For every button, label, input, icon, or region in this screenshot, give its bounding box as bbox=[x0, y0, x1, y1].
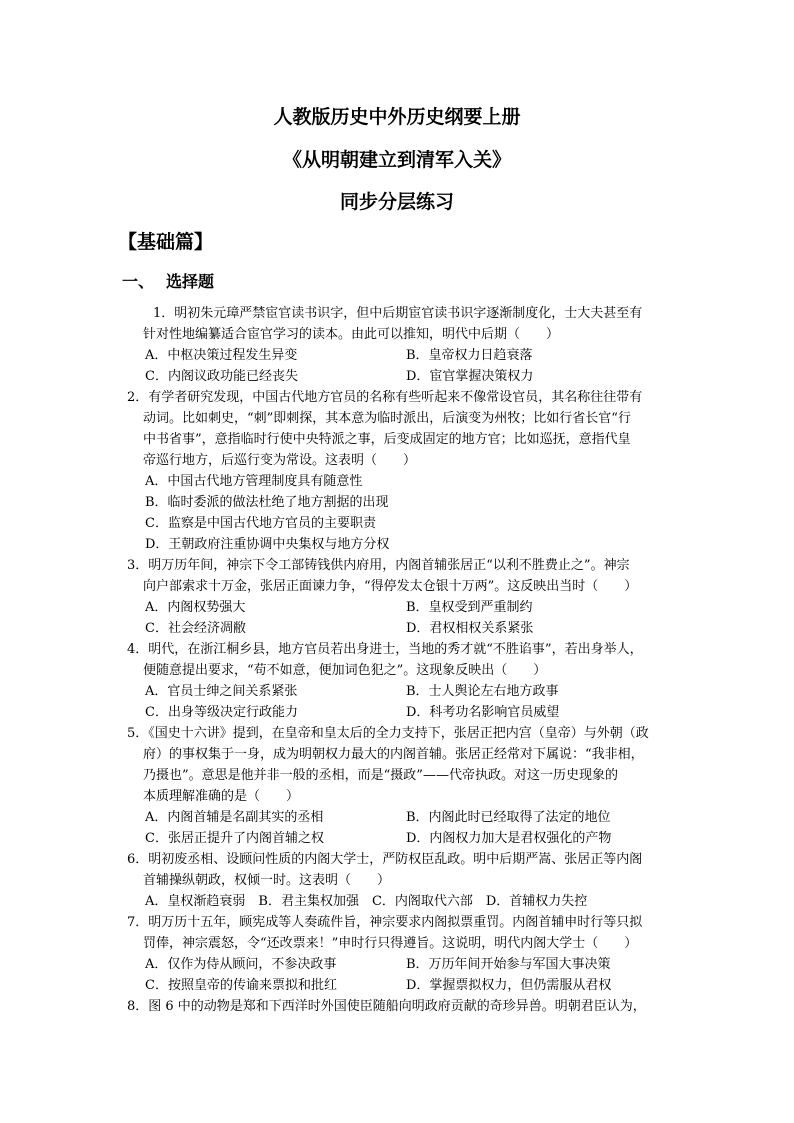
part-number: 一、 bbox=[122, 272, 155, 291]
document-subtitle-exercise: 同步分层练习 bbox=[339, 191, 454, 213]
option-row bbox=[127, 681, 687, 702]
option-d: D．内阁权力加大是君权强化的产物 bbox=[406, 831, 612, 846]
question-line: 4．明代，在浙江桐乡县，地方官员若出身进士，当地的秀才就“不胜谄事”，若出身举人， bbox=[127, 642, 643, 657]
option-d: D．科考功名影响官员威望 bbox=[406, 705, 560, 720]
question-6 bbox=[127, 849, 687, 912]
question-line: 便随意提出要求，“苟不如意，便加词色犯之”。这现象反映出（ ） bbox=[143, 663, 547, 678]
option-row bbox=[127, 954, 687, 975]
option-c: C．社会经济凋敝 bbox=[145, 621, 246, 636]
option-a: A．内阁权势强大 bbox=[145, 600, 246, 615]
question-line: 8．图 6 中的动物是郑和下西洋时外国使臣随船向明政府贡献的奇珍异兽。明朝君臣认为， bbox=[127, 999, 646, 1014]
option-b: B．内阁此时已经取得了法定的地位 bbox=[406, 810, 611, 825]
option-a: A．中国古代地方管理制度具有随意性 bbox=[145, 474, 363, 489]
option-d: D．宦官掌握决策权力 bbox=[406, 369, 534, 384]
question-line: 3．明万历年间，神宗下令工部铸钱供内府用，内阁首辅张居正“以利不胜费止之”。神宗 bbox=[127, 558, 630, 573]
question-1 bbox=[127, 303, 687, 387]
option-b: B．临时委派的做法杜绝了地方割据的出现 bbox=[145, 495, 389, 510]
option-a: A．官员士绅之间关系紧张 bbox=[145, 684, 298, 699]
option-b: B．万历年间开始参与军国大事决策 bbox=[406, 957, 611, 972]
option-c: C．内阁议政功能已经丧失 bbox=[145, 369, 298, 384]
option-row bbox=[127, 828, 687, 849]
option-row bbox=[127, 975, 687, 996]
question-3 bbox=[127, 555, 687, 639]
option-row-inline: A．皇权渐趋衰弱 B．君主集权加强 C．内阁取代六部 D．首辅权力失控 bbox=[145, 894, 588, 909]
question-2 bbox=[127, 387, 687, 555]
option-d: D．王朝政府注重协调中央集权与地方分权 bbox=[145, 537, 390, 552]
question-line: 中书省事”，意指临时行使中央特派之事，后变成固定的地方官；比如巡抚，意指代皇 bbox=[143, 432, 631, 447]
question-5 bbox=[127, 723, 687, 849]
question-line: 向户部索求十万金，张居正面谏力争，“得停发太仓银十万两”。这反映出当时（ ） bbox=[143, 579, 638, 594]
section-heading: 【基础篇】 bbox=[118, 231, 214, 253]
question-line: 7．明万历十五年，顾宪成等人奏疏件旨，神宗要求内阁拟票重罚。内阁首辅申时行等只拟 bbox=[127, 915, 643, 930]
question-line: 首辅操纵朝政，权倾一时。这表明（ ） bbox=[143, 873, 391, 888]
question-8 bbox=[127, 996, 687, 1017]
option-row bbox=[127, 807, 687, 828]
option-row bbox=[127, 366, 687, 387]
question-line: 针对性地编纂适合宦官学习的读本。由此可以推知，明代中后期（ ） bbox=[143, 327, 560, 342]
question-line: 1．明初朱元璋严禁宦官读书识字，但中后期宦官读书识字逐渐制度化，士大夫甚至有 bbox=[153, 306, 643, 321]
question-line: 府）的事权集于一身，成为明朝权力最大的内阁首辅。张居正经常对下属说：“我非相， bbox=[143, 747, 644, 762]
question-line: 2．有学者研究发现，中国古代地方官员的名称有些听起来不像常设官员，其名称往往带有 bbox=[127, 390, 643, 405]
document-subtitle: 《从明朝建立到清军入关》 bbox=[282, 149, 511, 171]
option-d: D．君权相权关系紧张 bbox=[406, 621, 534, 636]
option-b: B．皇帝权力日趋衰落 bbox=[406, 348, 533, 363]
option-c: C．监察是中国古代地方官员的主要职责 bbox=[145, 516, 376, 531]
question-line: 5．《国史十六讲》提到，在皇帝和皇太后的全力支持下，张居正把内宫（皇帝）与外朝（政 bbox=[127, 726, 649, 741]
option-a: A．仅作为侍从顾问，不参决政事 bbox=[145, 957, 337, 972]
option-a: A．内阁首辅是名副其实的丞相 bbox=[145, 810, 324, 825]
question-7 bbox=[127, 912, 687, 996]
option-row bbox=[127, 345, 687, 366]
part-heading bbox=[122, 271, 214, 293]
option-a: A．中枢决策过程发生异变 bbox=[145, 348, 298, 363]
question-4 bbox=[127, 639, 687, 723]
question-line: 动词。比如刺史，“刺”即刺探，其本意为临时派出，后演变为州牧；比如行省长官“行 bbox=[143, 411, 631, 426]
document-title: 人教版历史中外历史纲要上册 bbox=[273, 106, 521, 128]
option-c: C．张居正提升了内阁首辅之权 bbox=[145, 831, 324, 846]
question-line: 6．明初废丞相、设顾问性质的内阁大学士，严防权臣乱政。明中后期严嵩、张居正等内阁 bbox=[127, 852, 643, 867]
question-line: 罚俸，神宗震怒，令“还改票来！”申时行只得遵旨。这说明，明代内阁大学士（ ） bbox=[143, 936, 638, 951]
question-line: 帝巡行地方，后巡行变为常设。这表明（ ） bbox=[143, 453, 417, 468]
option-row bbox=[127, 702, 687, 723]
option-b: B．士人舆论左右地方政事 bbox=[406, 684, 559, 699]
option-row bbox=[127, 597, 687, 618]
option-c: C．出身等级决定行政能力 bbox=[145, 705, 298, 720]
option-b: B．皇权受到严重制约 bbox=[406, 600, 533, 615]
option-d: D．掌握票拟权力，但仍需服从君权 bbox=[406, 978, 612, 993]
part-name: 选择题 bbox=[166, 272, 215, 291]
question-line: 本质理解准确的是（ ） bbox=[143, 789, 300, 804]
option-c: C．按照皇帝的传谕来票拟和批红 bbox=[145, 978, 337, 993]
question-line: 乃摄也”。意思是他并非一般的丞相，而是“摄政”——代帝执政。对这一历史现象的 bbox=[143, 768, 618, 783]
option-row bbox=[127, 618, 687, 639]
